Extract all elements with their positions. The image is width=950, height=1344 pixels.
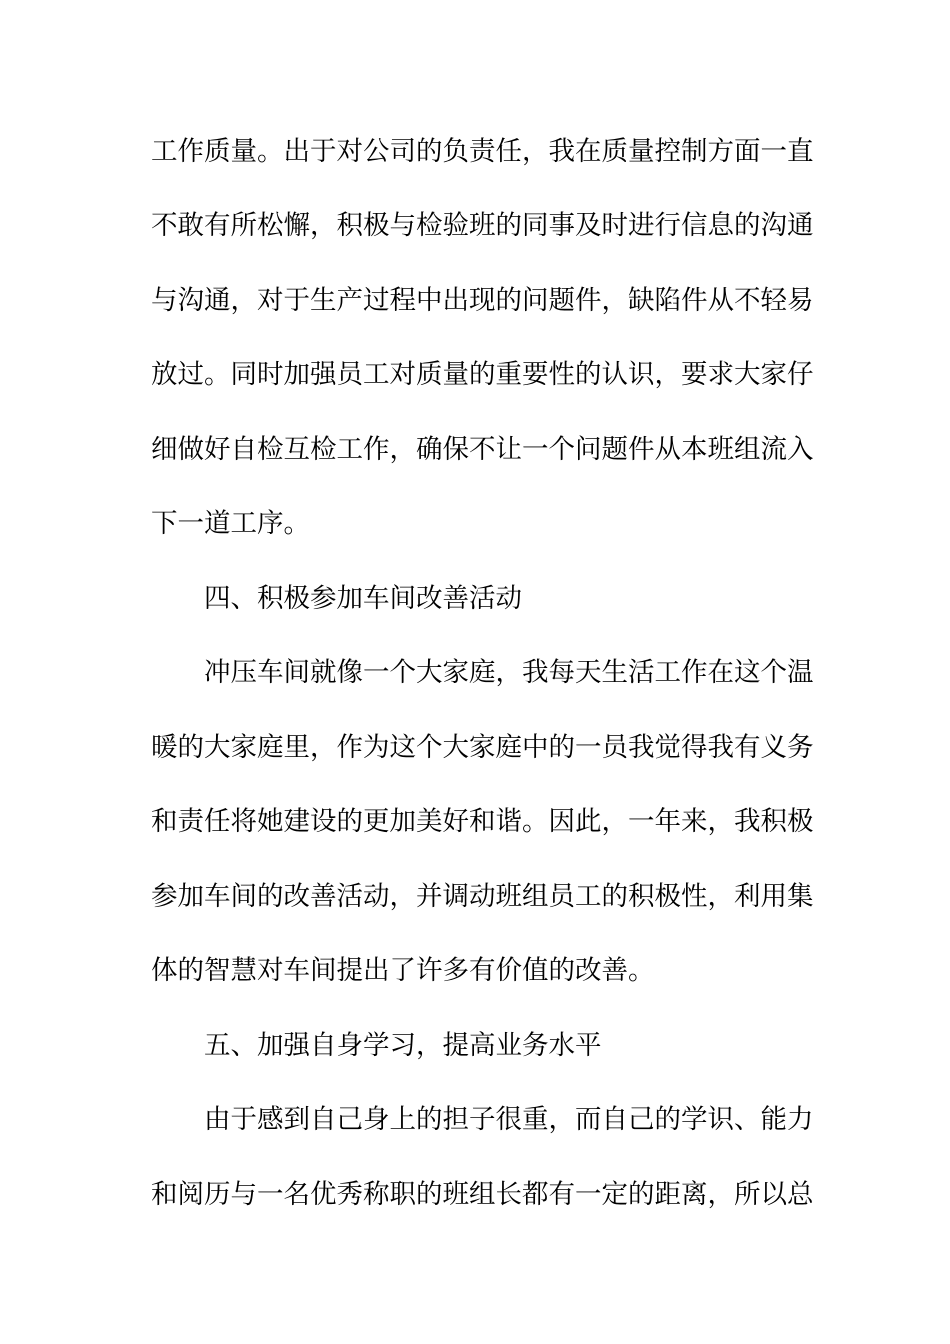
- paragraph-line: 与沟通，对于生产过程中出现的问题件，缺陷件从不轻易: [151, 285, 814, 316]
- paragraph-line: 不敢有所松懈，积极与检验班的同事及时进行信息的沟通: [151, 210, 814, 241]
- section-heading: 五、加强自身学习，提高业务水平: [204, 1030, 602, 1061]
- paragraph-line: 冲压车间就像一个大家庭，我每天生活工作在这个温: [204, 657, 814, 688]
- section-heading: 四、积极参加车间改善活动: [204, 583, 522, 614]
- paragraph-line: 由于感到自己身上的担子很重，而自己的学识、能力: [204, 1104, 814, 1135]
- paragraph-line: 和责任将她建设的更加美好和谐。因此，一年来，我积极: [151, 806, 814, 837]
- paragraph-line: 细做好自检互检工作，确保不让一个问题件从本班组流入: [151, 434, 814, 465]
- paragraph-line: 暖的大家庭里，作为这个大家庭中的一员我觉得我有义务: [151, 732, 814, 763]
- paragraph-line: 放过。同时加强员工对质量的重要性的认识，要求大家仔: [151, 359, 814, 390]
- paragraph-line: 体的智慧对车间提出了许多有价值的改善。: [151, 955, 655, 986]
- paragraph-line: 参加车间的改善活动，并调动班组员工的积极性，利用集: [151, 881, 814, 912]
- paragraph-line: 下一道工序。: [151, 508, 310, 539]
- paragraph-line: 和阅历与一名优秀称职的班组长都有一定的距离，所以总: [151, 1179, 814, 1210]
- paragraph-line: 工作质量。出于对公司的负责任，我在质量控制方面一直: [151, 136, 814, 167]
